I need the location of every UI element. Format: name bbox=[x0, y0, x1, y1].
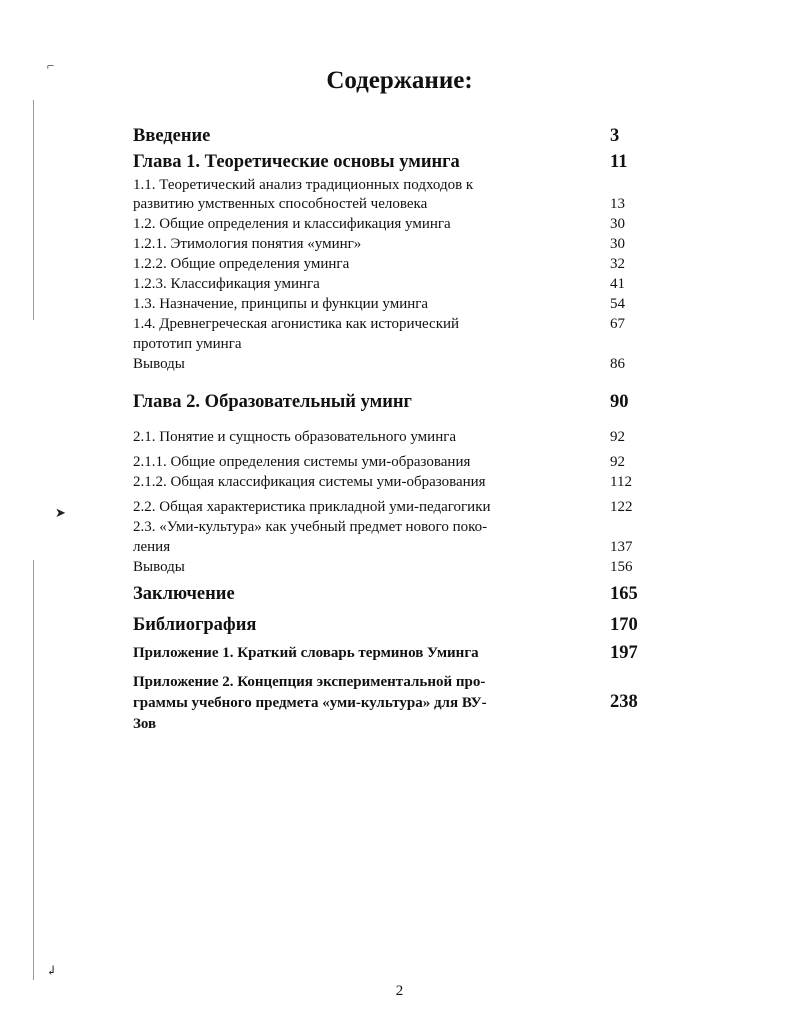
scan-mark: ➤ bbox=[55, 505, 66, 520]
toc-entry-1-2-3: 1.2.3. Классификация уминга bbox=[133, 276, 320, 292]
toc-page-appendix-1: 197 bbox=[610, 643, 638, 663]
toc-entry-2-1-1: 2.1.1. Общие определения системы уми-образования bbox=[133, 454, 471, 470]
toc-page-1-2-3: 41 bbox=[610, 276, 625, 292]
toc-page-1-3: 54 bbox=[610, 296, 625, 312]
toc-entry-2-2: 2.2. Общая характеристика прикладной уми-педагогики bbox=[133, 499, 491, 515]
toc-page-conclusion: 165 bbox=[610, 584, 638, 604]
toc-page-chapter-1: 11 bbox=[610, 152, 628, 172]
toc-entry-chapter-1: Глава 1. Теоретические основы уминга bbox=[133, 152, 460, 172]
toc-page-2-2: 122 bbox=[610, 499, 633, 515]
toc-page-1-2-1: 30 bbox=[610, 236, 625, 252]
scan-mark: ⌐ bbox=[47, 58, 55, 73]
toc-entry-1-2-2: 1.2.2. Общие определения уминга bbox=[133, 256, 350, 272]
toc-entry-appendix-2-line2: граммы учебного предмета «уми-культура» для ВУ- bbox=[133, 695, 487, 711]
toc-page-conclusions-1: 86 bbox=[610, 356, 625, 372]
toc-entry-conclusion: Заключение bbox=[133, 584, 235, 604]
toc-entry-1-1-line1: 1.1. Теоретический анализ традиционных подходов к bbox=[133, 177, 474, 193]
toc-page-1-2: 30 bbox=[610, 216, 625, 232]
scan-margin-line bbox=[33, 100, 34, 320]
toc-entry-2-1: 2.1. Понятие и сущность образовательного уминга bbox=[133, 429, 457, 445]
toc-entry-1-4-line2: прототип уминга bbox=[133, 336, 242, 352]
toc-page-2-1-1: 92 bbox=[610, 454, 625, 470]
toc-entry-appendix-2-line1: Приложение 2. Концепция экспериментальной про- bbox=[133, 674, 486, 690]
toc-entry-1-2: 1.2. Общие определения и классификация уминга bbox=[133, 216, 451, 232]
toc-entry-conclusions-2: Выводы bbox=[133, 559, 185, 575]
toc-page-1-1: 13 bbox=[610, 196, 625, 212]
toc-entry-1-2-1: 1.2.1. Этимология понятия «уминг» bbox=[133, 236, 362, 252]
toc-entry-chapter-2: Глава 2. Образовательный уминг bbox=[133, 392, 412, 412]
toc-page-conclusions-2: 156 bbox=[610, 559, 633, 575]
toc-entry-1-3: 1.3. Назначение, принципы и функции уминга bbox=[133, 296, 429, 312]
scan-mark: ↲ bbox=[46, 963, 57, 978]
page-number: 2 bbox=[395, 983, 404, 999]
toc-entry-introduction: Введение bbox=[133, 126, 211, 146]
toc-entry-appendix-1: Приложение 1. Краткий словарь терминов Уминга bbox=[133, 645, 479, 661]
toc-entry-conclusions-1: Выводы bbox=[133, 356, 185, 372]
toc-page-bibliography: 170 bbox=[610, 615, 638, 635]
toc-page-introduction: 3 bbox=[610, 126, 620, 146]
toc-page-2-3: 137 bbox=[610, 539, 633, 555]
toc-entry-2-3-line2: ления bbox=[133, 539, 171, 555]
toc-page-1-4: 67 bbox=[610, 316, 625, 332]
toc-page-2-1-2: 112 bbox=[610, 474, 632, 490]
page-title: Содержание: bbox=[326, 67, 473, 94]
toc-page-1-2-2: 32 bbox=[610, 256, 625, 272]
toc-page-chapter-2: 90 bbox=[610, 392, 629, 412]
toc-entry-2-1-2: 2.1.2. Общая классификация системы уми-образования bbox=[133, 474, 486, 490]
toc-entry-2-3-line1: 2.3. «Уми-культура» как учебный предмет нового поко- bbox=[133, 519, 488, 535]
scan-margin-line bbox=[33, 560, 34, 980]
toc-entry-appendix-2-line3: Зов bbox=[133, 716, 157, 732]
toc-page-2-1: 92 bbox=[610, 429, 625, 445]
toc-entry-1-1-line2: развитию умственных способностей человека bbox=[133, 196, 428, 212]
toc-page-appendix-2: 238 bbox=[610, 692, 638, 712]
toc-entry-1-4-line1: 1.4. Древнегреческая агонистика как исторический bbox=[133, 316, 460, 332]
toc-entry-bibliography: Библиография bbox=[133, 615, 257, 635]
